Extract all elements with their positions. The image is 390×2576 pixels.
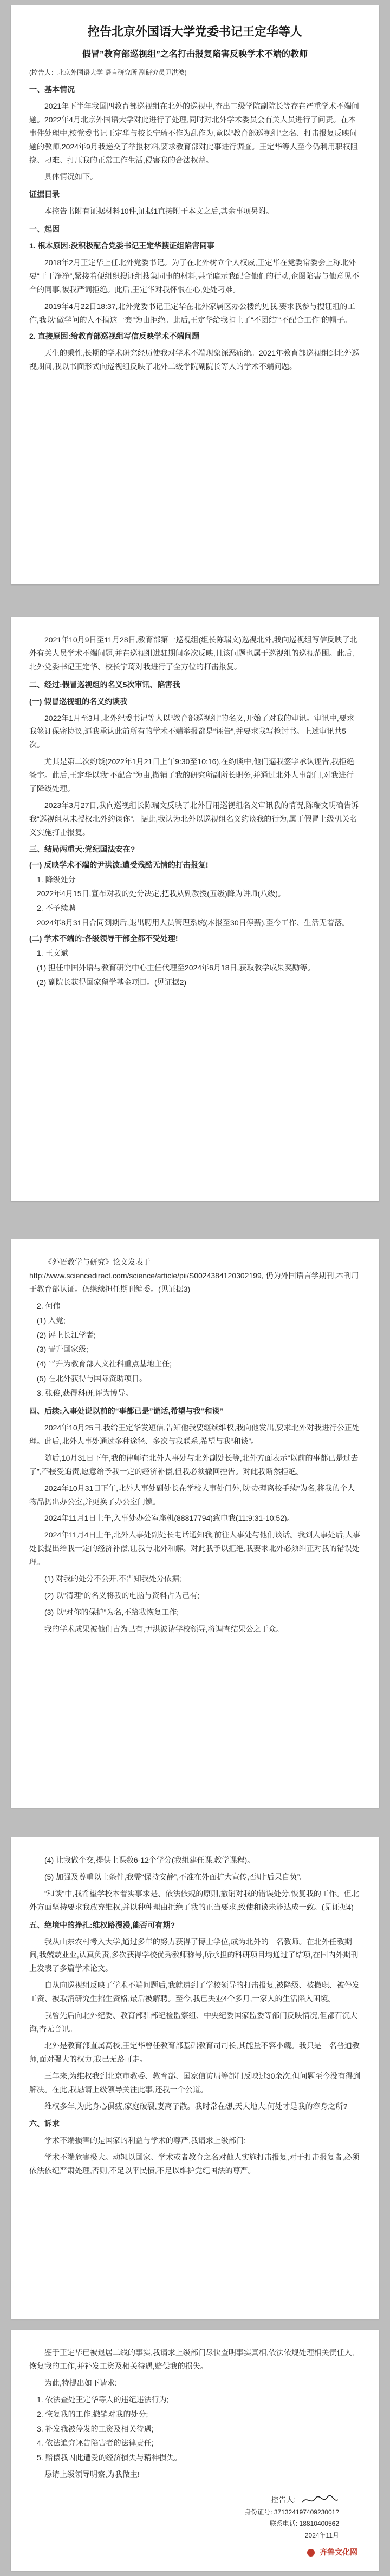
paragraph: 2024年10月31日下午,北外人事处副处长在学校人事处门外,以“办理离校手续”为名,将我的个人物品扔出办公室,并更换了办公室门锁。 bbox=[29, 1483, 355, 1506]
list-item: 2. 恢复我的工作,撤销对我的处分; bbox=[37, 2409, 148, 2419]
section-heading: 二、经过:假冒巡视组的名义5次审讯、陷害我 bbox=[29, 680, 180, 689]
paragraph: 2021年10月9日至11月28日,教育部第一巡视组(组长陈瑞文)巡视北外,我向巡视组写信反映了北外有关人员学术不端问题,并在巡视组进驻期间多次反映,且该问题也属于巡视组的巡视范围。此后,北外党委书记王定华、校长宁琦对我进行了全方位的打击报复。 bbox=[29, 635, 358, 671]
signature-label: 控告人: bbox=[271, 2495, 296, 2505]
section-heading: 2. 直接原因:给教育部巡视组写信反映学术不端问题 bbox=[29, 332, 200, 341]
complainant-line: (控告人：北京外国语大学 语言研究所 副研究员尹洪波) bbox=[29, 68, 187, 76]
paragraph: (3) 以“对你的保护”为名,不给我恢复工作; bbox=[44, 1607, 179, 1616]
list-item: 1. 依法查处王定华等人的违纪违法行为; bbox=[37, 2395, 169, 2404]
document-page-5 bbox=[11, 2330, 379, 2571]
page-5-body bbox=[29, 2346, 361, 2481]
paragraph: 学术不端危害极大。动辄以国家、学术或者教育之名对他人实施打击报复,对于打击报复者,必须依法依纪严肃处理,否则,不足以平民愤,不足以维护党纪国法的尊严。 bbox=[29, 2153, 360, 2176]
watermark bbox=[307, 2547, 358, 2558]
paragraph: 2024年10月25日,我给王定华发短信,告知他我要继续维权,我向他发出,要求北外对我进行公正处理。此后,北外人事处通过多种途径、多次与我联系,希望与我“和谈”。 bbox=[29, 1423, 360, 1445]
paragraph: 北外是教育部直属高校,王定华曾任教育部基础教育司司长,其能量不容小觑。我只是一名普通教师,面对强大的权力,我已无路可走。 bbox=[29, 2041, 360, 2064]
document-page-2 bbox=[11, 617, 379, 1201]
paragraph: (5) 加强及尊重以上条件,我需“保持安静”,不准在外面扩大宣传,否则“后果自负”。 bbox=[44, 1872, 308, 1881]
paragraph: 尤其是第二次约谈(2022年1月21日上午9:30至10:16),在约谈中,他们逼我签字承认诬告,我拒绝签字。此后,王定华以我“不配合”为由,撤销了我的研究所副所长职务,并通过北外人事部门,对我进行了降级处理。 bbox=[29, 757, 354, 793]
list-item: (2) 评上长江学者; bbox=[37, 1330, 96, 1339]
section-heading: 证据目录 bbox=[29, 190, 60, 199]
section-heading: 一、基本情况 bbox=[29, 84, 75, 94]
phone-number: 联系电话: 18810400562 bbox=[269, 2520, 339, 2528]
paragraph: 天生的秉性,长期的学术研究经历使我对学术不端现象深恶痛绝。2021年教育部巡视组到北外巡视期间,我以书面形式向巡视组反映了北外二级学院副院长等人的学术不端问题。 bbox=[29, 349, 360, 371]
paragraph: 鉴于王定华已被退居二线的事实,我请求上级部门尽快查明事实真相,依法依规处理相关责任人,恢复我的工作,并补发工资及相关待遇,赔偿我的损失。 bbox=[29, 2348, 354, 2370]
paragraph: 三年来,为维权我到北京市教委、教育部、国家信访局等部门反映过30余次,但问题至今没有得到解决。在此,我恳请上级领导关注此事,还我一个公道。 bbox=[29, 2071, 361, 2094]
page-1-body bbox=[29, 83, 361, 373]
paragraph: 恳请上级领导明察,为我做主! bbox=[44, 2470, 140, 2479]
list-item: 5. 赔偿我因此遭受的经济损失与精神损失。 bbox=[37, 2453, 182, 2462]
id-number: 身份证号: 37132419740923001? bbox=[244, 2508, 339, 2516]
section-heading: 六、诉求 bbox=[29, 2119, 60, 2128]
document-title: 控告北京外国语大学党委书记王定华等人 bbox=[87, 25, 302, 39]
paragraph: (1) 对我的处分不公开,不告知我处分依据; bbox=[44, 1574, 181, 1583]
page-2-body bbox=[29, 633, 361, 989]
document-page-4 bbox=[11, 1837, 379, 2319]
paragraph: 2018年2月王定华上任北外党委书记。为了在北外树立个人权威,王定华在党委常委会上称北外要“干干净净”,紧接着便组织搜证组搜集同事的材料,甚至暗示我配合他们的行动,企图陷害与他意见不合的同事,被我严词拒绝。此后,王定华对我怀恨在心,处处刁难。 bbox=[29, 258, 359, 294]
section-heading: (一) 反映学术不端的尹洪波:遭受残酷无情的打击报复! bbox=[29, 860, 209, 869]
watermark-logo-icon bbox=[307, 2549, 315, 2557]
paragraph: 我曾先后向北外纪委、教育部驻部纪检监察组、中央纪委国家监委等部门反映情况,但都石沉大海,杳无音讯。 bbox=[29, 2011, 358, 2033]
list-item: (2) 副院长获得国家留学基金项目。(见证据2) bbox=[37, 977, 187, 987]
section-heading: 一、起因 bbox=[29, 225, 60, 234]
paragraph: 2019年4月22日18:37,北外党委书记王定华在北外家属区办公楼约见我,要求我参与搜证组的工作,我以“做学问的人不搞这一套”为由拒绝。此后,王定华给我扣上了“不团结”“不配合工作”的帽子。 bbox=[29, 301, 355, 324]
paragraph: 2024年11月4日上午,北外人事处副处长电话通知我,前往人事处与他们谈话。我到人事处后,人事处长提出给我一定的经济补偿,让我与北外和解。对此我予以拒绝,我要求北外必须纠正对我的错误处理。 bbox=[29, 1530, 361, 1567]
paragraph: 具体情况如下。 bbox=[44, 172, 98, 181]
document-date: 2024年11月 bbox=[304, 2531, 339, 2539]
section-heading: (一) 假冒巡视组的名义约谈我 bbox=[29, 696, 128, 706]
list-item: 2. 不予续聘 bbox=[37, 904, 76, 913]
section-heading: 三、结局两重天:党纪国法安在? bbox=[29, 844, 135, 853]
list-item: 4. 依法追究诬告陷害者的法律责任; bbox=[37, 2439, 154, 2448]
paragraph: 学术不端损害的是国家的利益与学术的尊严,我请求上级部门: bbox=[44, 2136, 246, 2145]
paragraph: 随后,10月31日下午,我的律师在北外人事处与北外副处长等,北外方面表示“以前的事都已是过去了”,不接受追责,愿意给予我一定的经济补偿,但我必须撤回控告。对此我断然拒绝。 bbox=[29, 1453, 359, 1476]
paragraph: 维权多年,为此身心俱疲,家庭破裂,妻离子散。我时常在想,天大地大,何处才是我的容身之所? bbox=[44, 2101, 348, 2111]
list-item: (5) 在北外获得与国际资助项目。 bbox=[37, 1374, 147, 1383]
list-item: (3) 晋升国家级; bbox=[37, 1345, 88, 1354]
paragraph: 我的学术成果被他们占为己有,尹洪波请学校领导,将调查结果公之于众。 bbox=[44, 1624, 284, 1633]
list-item: 3. 补发我被停发的工资及相关待遇; bbox=[37, 2424, 154, 2433]
paragraph: “和谈”中,我希望学校本着实事求是、依法依规的原则,撤销对我的错误处分,恢复我的工作。但北外方面坚持要求我放弃维权,并以种种理由拒绝了我的正当要求,致使和谈未能达成一致。(见证据4) bbox=[29, 1889, 359, 1911]
paragraph: 为此,特提出如下请求: bbox=[44, 2378, 117, 2387]
document-subtitle: 假冒”教育部巡视组”之名打击报复陷害反映学术不端的教师 bbox=[82, 50, 308, 60]
page-3-body bbox=[29, 1256, 361, 1636]
page-4-body bbox=[29, 1854, 361, 2178]
list-item: (1) 担任中国外语与教育研究中心主任代理至2024年6月18日,获取教学成果奖励等。 bbox=[37, 963, 315, 972]
paragraph: 《外语教学与研究》论文发表于 http://www.sciencedirect.com/science/article/pii/S0024384120302199, 仍为外国语言学期刊,本刊用于教育部认证。仍继续担任期刊编委。(见证据3) bbox=[29, 1258, 359, 1293]
section-heading: (二) 学术不端的:各级领导干部全都不受处理! bbox=[29, 934, 178, 943]
watermark-text: 齐鲁文化网 bbox=[320, 2548, 358, 2557]
list-item: 3. 张俊,获得科研,评为博导。 bbox=[37, 1389, 133, 1398]
section-heading: 四、后续:入事处说以前的“事都已是”谎话,希望与我“和谈” bbox=[29, 1407, 224, 1416]
list-item: 2022年4月15日,宣布对我的处分决定,把我从副教授(五级)降为讲师(八级)。 bbox=[37, 889, 285, 898]
handwritten-signature-icon bbox=[301, 2494, 339, 2506]
list-item: 1. 王文斌 bbox=[37, 949, 68, 958]
paragraph: 我从山东农村考入大学,通过多年的努力获得了博士学位,成为北外的一名教师。在北外任教期间,我兢兢业业,认真负责,多次获得学校优秀教师称号,所承担的科研项目均通过了结项,在国内外期刊上发表了多篇学术论文。 bbox=[29, 1937, 359, 1973]
section-heading: 五、绝境中的挣扎:维权路漫漫,能否可有期? bbox=[29, 1920, 176, 1929]
paragraph: (4) 让我做个交,提供上课数6-12个学分(我组建任课,教学课程)。 bbox=[44, 1856, 255, 1864]
list-item: 2. 何伟 bbox=[37, 1301, 61, 1310]
paragraph: 自从向巡视组反映了学术不端问题后,我就遭到了学校领导的打击报复,被降级、被撤职、被停发工资、被取消研究生招生资格,最后被解聘。至今,我已失业4个多月,一家人的生活陷入困境。 bbox=[29, 1981, 360, 2003]
paragraph: 2023年3月27日,我向巡视组长陈瑞文反映了北外冒用巡视组名义审讯我的情况,陈瑞文明确告诉我“巡视组从未授权北外约谈你”。据此,我认为北外以巡视组名义约谈我的行为,属于假冒上级机关名义实施打击报复。 bbox=[29, 800, 359, 837]
list-item: (1) 入党; bbox=[37, 1316, 66, 1325]
signature-block bbox=[29, 2493, 339, 2507]
paragraph: 2024年11月1日上午,入事处办公室座机(88817794)致电我(11:9:31-10:52)。 bbox=[44, 1514, 295, 1523]
paragraph: (2) 以“清理”的名义将我的电脑与资料占为己有; bbox=[44, 1591, 200, 1600]
list-item: (4) 晋升为教育部人文社科重点基地主任; bbox=[37, 1359, 172, 1369]
paragraph: 2022年1月至3月,北外纪委书记等人以“教育部巡视组”的名义,开始了对我的审讯。审讯中,要求我签订保密协议,逼我承认此前所有的学术不端举报都是“诬告”,并要求我写检讨书。上述审讯共5次。 bbox=[29, 713, 354, 750]
section-heading: 1. 根本原因:没积极配合党委书记王定华搜证组陷害同事 bbox=[29, 241, 215, 251]
paragraph: 本控告书附有证据材料10件,证据1直接附于本文之后,其余事项另附。 bbox=[44, 207, 274, 216]
paragraph: 2021年下半年我国四教育部巡视组在北外的巡视中,查出二级学院副院长等存在严重学术不端问题。2022年4月北京外国语大学对此进行了处理,同时对北外学术委员会有关人员进行了问责。在本事件处理中,校党委书记王定华与校长宁琦不作为乱作为,竟以“教育部巡视组”之名、打击报复反映问题的教师,2024年9月我递交了举报材料,要求教育部对此事进行调查。王定华等人至今仍利用职权阻挠、刁难、打压我的正常工作生活,侵害我的合法权益。 bbox=[29, 101, 360, 165]
document-page-3 bbox=[11, 1239, 379, 1808]
document-page-1 bbox=[11, 5, 379, 584]
list-item: 1. 降级处分 bbox=[37, 875, 76, 884]
list-item: 2024年8月31日合同到期后,退出聘用人员管理系统(本报至30日停薪),至今工作、生活无着落。 bbox=[37, 918, 350, 928]
